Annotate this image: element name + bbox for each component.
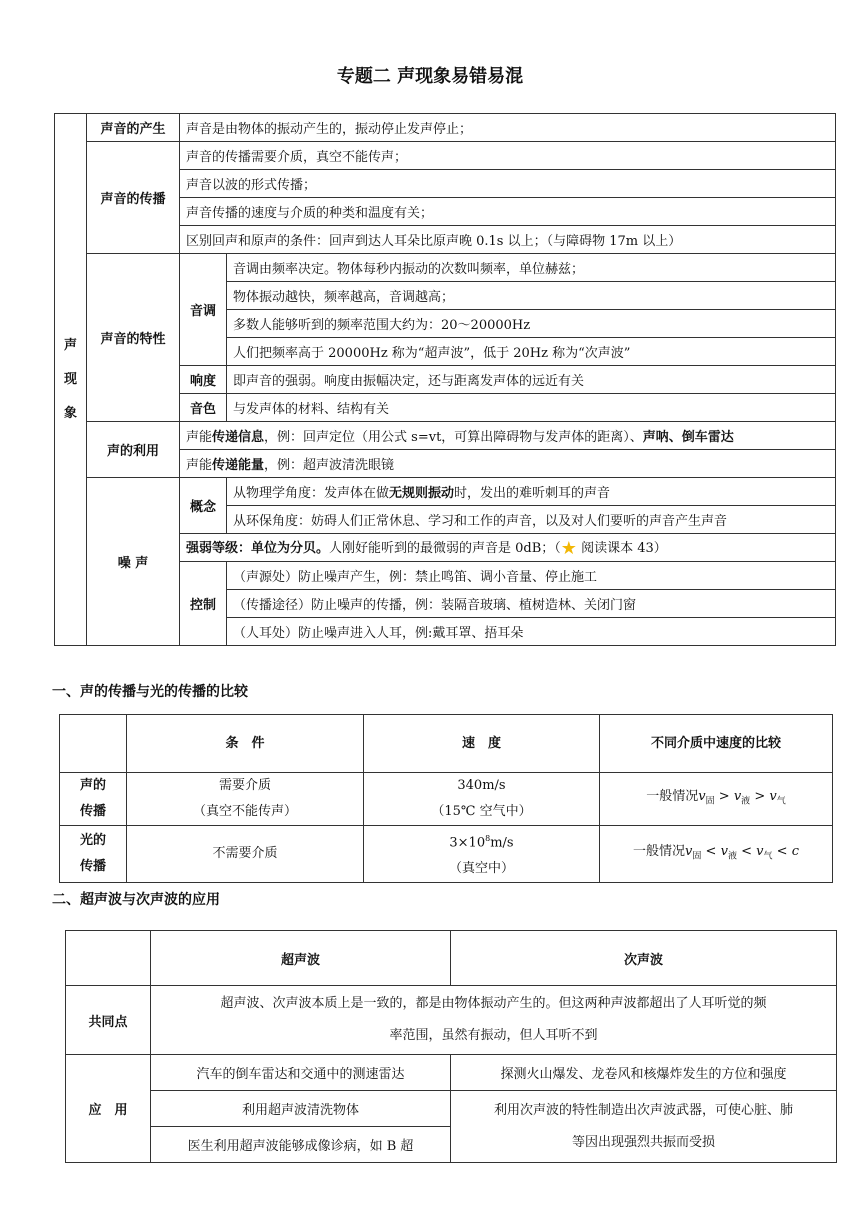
use-label: 声的利用 (87, 422, 180, 478)
pitch-item: 物体振动越快，频率越高，音调越高； (227, 282, 836, 310)
section1-heading: 一、声的传播与光的传播的比较 (52, 684, 248, 700)
control-item: （传播途径）防止噪声的传播，例：装隔音玻璃、植树造林、关闭门窗 (227, 590, 836, 618)
ultra-app: 医生利用超声波能够成像诊病，如 B 超 (151, 1127, 451, 1163)
control-item: （人耳处）防止噪声进入人耳，例:戴耳罩、捂耳朵 (227, 618, 836, 646)
concept-physics: 从物理学角度：发声体在做无规则振动时，发出的难听刺耳的声音 (227, 478, 836, 506)
propagation-item: 区别回声和原声的条件：回声到达人耳朵比原声晚 0.1s 以上；（与障碍物 17m 以上） (180, 226, 836, 254)
ultra-app: 汽车的倒车雷达和交通中的测速雷达 (151, 1055, 451, 1091)
pitch-label: 音调 (180, 254, 227, 366)
header-condition: 条 件 (127, 715, 364, 773)
apps-label: 应 用 (66, 1055, 151, 1163)
pitch-item: 音调由频率决定。物体每秒内振动的次数叫频率，单位赫兹； (227, 254, 836, 282)
pitch-item: 人们把频率高于 20000Hz 称为“超声波”，低于 20Hz 称为“次声波” (227, 338, 836, 366)
common-label: 共同点 (66, 986, 151, 1055)
propagation-item: 声音的传播需要介质，真空不能传声； (180, 142, 836, 170)
light-label: 光的 传播 (60, 826, 127, 883)
control-item: （声源处）防止噪声产生，例：禁止鸣笛、调小音量、停止施工 (227, 562, 836, 590)
header-infrasound: 次声波 (451, 931, 837, 986)
timbre-text: 与发声体的材料、结构有关 (227, 394, 836, 422)
light-speed: $3\times 10^8m/s$ （真空中） (364, 826, 600, 883)
corner-cell (66, 931, 151, 986)
propagation-item: 声音以波的形式传播； (180, 170, 836, 198)
light-compare: 一般情况$v_固 < v_液 < v_气 < c$ (600, 826, 833, 883)
propagation-item: 声音传播的速度与介质的种类和温度有关； (180, 198, 836, 226)
concept-env: 从环保角度：妨碍人们正常休息、学习和工作的声音，以及对人们要听的声音产生声音 (227, 506, 836, 534)
ultra-app: 利用超声波清洗物体 (151, 1091, 451, 1127)
page-title: 专题二 声现象易错易混 (336, 66, 524, 87)
header-ultrasound: 超声波 (151, 931, 451, 986)
comparison-table (59, 714, 833, 883)
timbre-label: 音色 (180, 394, 227, 422)
sound-speed: 340m/s （15℃ 空气中） (364, 773, 600, 826)
loudness-label: 响度 (180, 366, 227, 394)
propagation-label: 声音的传播 (87, 142, 180, 254)
summary-table (54, 113, 836, 646)
concept-label: 概念 (180, 478, 227, 534)
noise-label: 噪 声 (87, 478, 180, 646)
loudness-text: 即声音的强弱。响度由振幅决定，还与距离发声体的远近有关 (227, 366, 836, 394)
side-label: 声 现 象 (55, 114, 87, 646)
use-info: 声能传递信息，例：回声定位（用公式 s=vt，可算出障碍物与发声体的距离）、声呐、倒车雷达 (180, 422, 836, 450)
star-icon: ★ (560, 537, 577, 559)
pitch-item: 多数人能够听到的频率范围大约为：20～20000Hz (227, 310, 836, 338)
sound-label: 声的 传播 (60, 773, 127, 826)
production-text: 声音是由物体的振动产生的，振动停止发声停止； (180, 114, 836, 142)
infra-app: 利用次声波的特性制造出次声波武器，可使心脏、肺 等因出现强烈共振而受损 (451, 1091, 837, 1163)
applications-table (65, 930, 837, 1163)
sound-condition: 需要介质 （真空不能传声） (127, 773, 364, 826)
characteristics-label: 声音的特性 (87, 254, 180, 422)
light-condition: 不需要介质 (127, 826, 364, 883)
use-energy: 声能传递能量，例：超声波清洗眼镜 (180, 450, 836, 478)
corner-cell (60, 715, 127, 773)
header-speed: 速 度 (364, 715, 600, 773)
common-text: 超声波、次声波本质上是一致的，都是由物体振动产生的。但这两种声波都超出了人耳听觉的频 率范围，虽然有振动，但人耳听不到 (151, 986, 837, 1055)
sound-compare: 一般情况$v_固 > v_液 > v_气$ (600, 773, 833, 826)
control-label: 控制 (180, 562, 227, 646)
production-label: 声音的产生 (87, 114, 180, 142)
noise-level: 强弱等级：单位为分贝。人刚好能听到的最微弱的声音是 0dB；（★ 阅读课本 43） (180, 534, 836, 562)
header-compare: 不同介质中速度的比较 (600, 715, 833, 773)
section2-heading: 二、超声波与次声波的应用 (52, 892, 220, 908)
infra-app: 探测火山爆发、龙卷风和核爆炸发生的方位和强度 (451, 1055, 837, 1091)
